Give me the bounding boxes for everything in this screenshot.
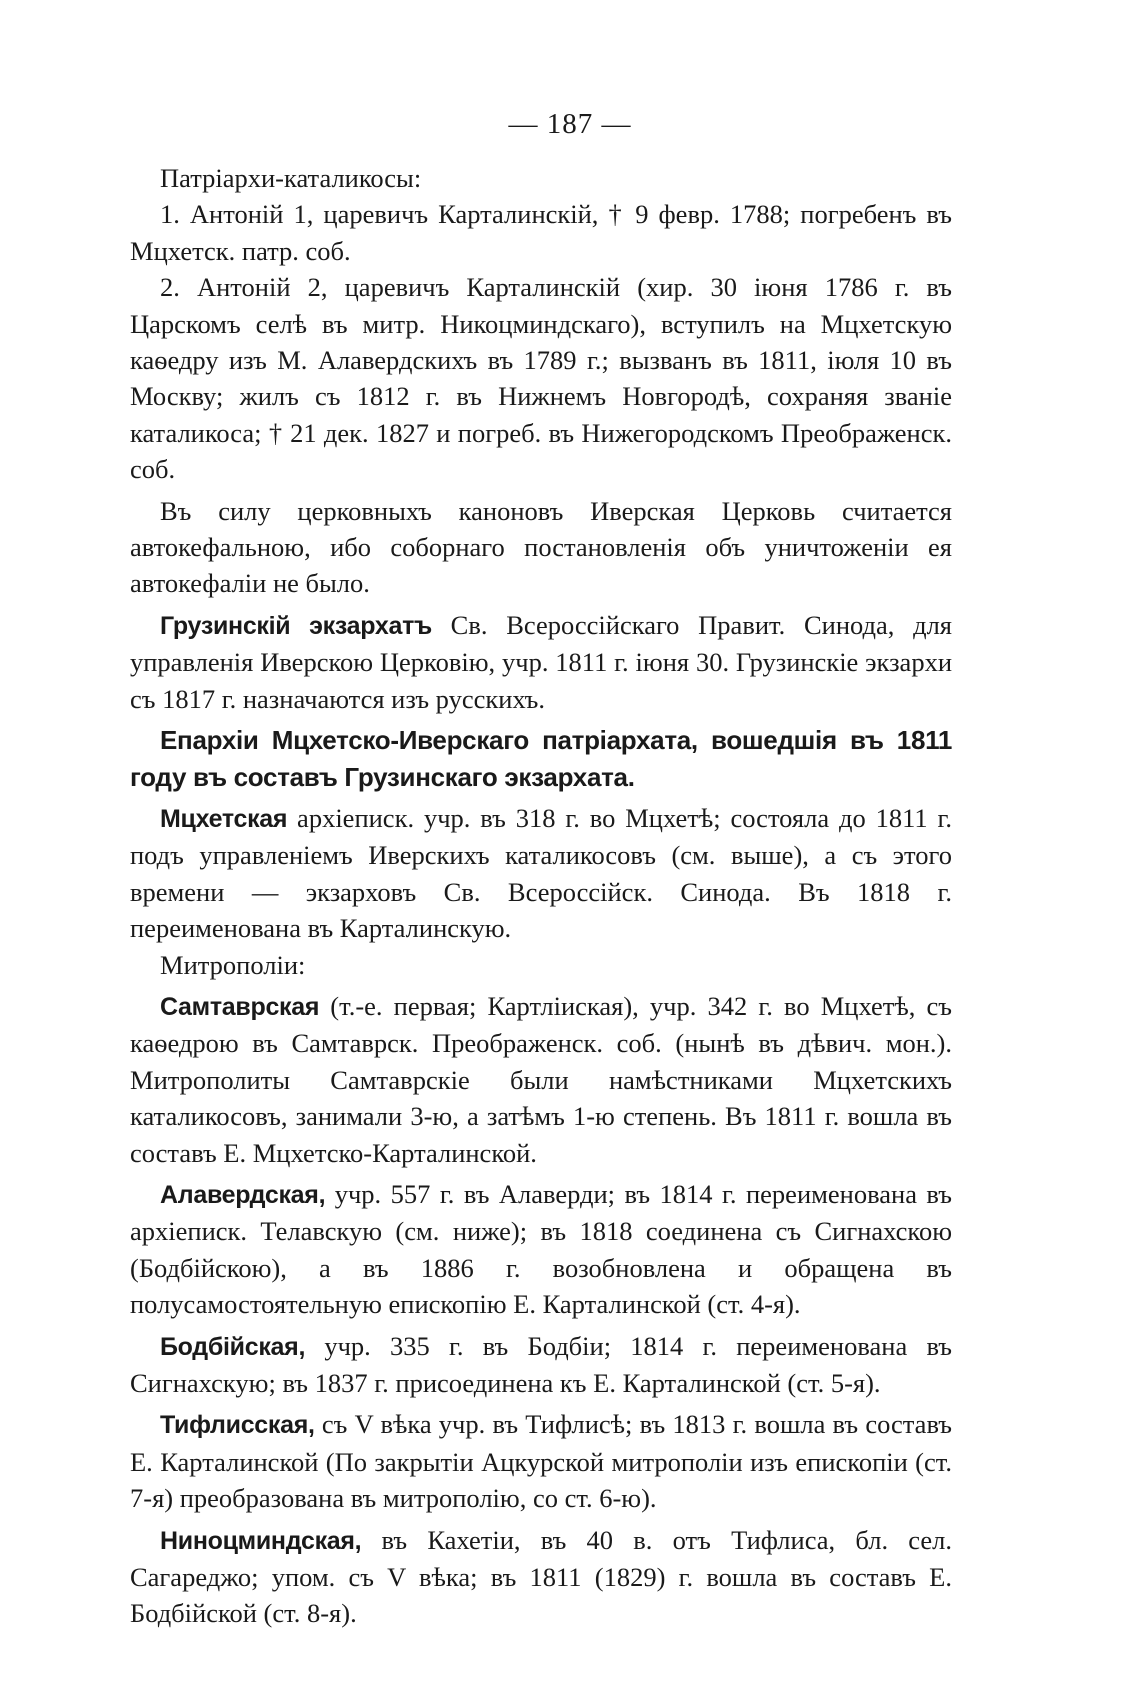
term-alaverdi: Алавердская, (160, 1180, 326, 1209)
term-georgian-exarchate: Грузинскій экзархатъ (160, 611, 432, 640)
paragraph-metropolies-heading: Митрополіи: (160, 949, 306, 980)
heading-eparchies: Епархіи Мцхетско-Иверскаго патріархата, вошедшія въ 1811 году въ составъ Грузинскаго экзархата. (130, 725, 952, 792)
paragraph-antony-2: 2. Антоній 2, царевичъ Карталинскій (хир. 30 іюня 1786 г. въ Царскомъ селѣ въ митр. Никоцминдскаго), вступилъ на Мцхетскую каѳедру изъ М. Алавердскихъ въ 1789 г.; вызванъ въ 1811, іюля 10 въ Москву; жилъ съ 1812 г. въ Нижнемъ Новгородѣ, сохраняя званіе каталикоса; † 21 дек. 1827 и погреб. въ Нижегородскомъ Преображенск. соб. (130, 272, 952, 485)
paragraph-alaverdi: Алавердская, учр. 557 г. въ Алаверди; въ 1814 г. переименована въ архіеписк. Телавскую (см. ниже); въ 1818 соединена съ Сигнахскою (Бодбійскою), а въ 1886 г. возобновлена и обращена въ полусамостоятельную епископію Е. Карталинской (ст. 4-я). (130, 1178, 952, 1320)
paragraph-samtavro: Самтаврская (т.-е. первая; Картлiиская), учр. 342 г. во Мцхетѣ, съ каѳедрою въ Самтаврск. Преображенск. соб. (нынѣ въ дѣвич. мон.). Митрополиты Самтаврскіе были намѣстниками Мцхетскихъ каталикосовъ, занимали 3-ю, а затѣмъ 1-ю степень. Въ 1811 г. вошла въ составъ Е. Мцхетско-Карталинской. (130, 990, 952, 1168)
paragraph-mtskheta: Мцхетская архіеписк. учр. въ 318 г. во Мцхетѣ; состояла до 1811 г. подъ управленіемъ Иверскихъ каталикосовъ (см. выше), а съ этого времени — экзарховъ Св. Всероссійск. Синода. Въ 1818 г. переименована въ Карталинскую. (130, 802, 952, 944)
paragraph-tiflis: Тифлисская, съ V вѣка учр. въ Тифлисѣ; въ 1813 г. вошла въ составъ Е. Карталинской (По закрытіи Ацкурской митрополіи изъ епископіи (ст. 7-я) преобразована въ митрополію, со ст. 6-ю). (130, 1409, 952, 1514)
paragraph-patriarchs-heading: Патріархи-каталикосы: (160, 163, 422, 193)
term-tiflis: Тифлисская, (160, 1411, 315, 1440)
term-ninotsminda: Ниноцминдская, (160, 1526, 362, 1555)
paragraph-ninotsminda: Ниноцминдская, въ Кахетіи, въ 40 в. отъ Тифлиса, бл. сел. Сагареджо; упом. съ V вѣка; въ 1811 (1829) г. вошла въ составъ Е. Бодбійской (ст. 8-я). (130, 1524, 952, 1629)
term-bodbe: Бодбійская, (160, 1332, 306, 1361)
page-number: — 187 — (508, 108, 632, 140)
paragraph-autocephaly: Въ силу церковныхъ каноновъ Иверская Церковь считается автокефальною, ибо соборнаго постановленія объ уничтоженіи ея автокефаліи не было. (130, 495, 952, 599)
paragraph-georgian-exarchate: Грузинскій экзархатъ Св. Всероссійскаго Правит. Синода, для управленія Иверскою Церковію, учр. 1811 г. іюня 30. Грузинскіе экзархи съ 1817 г. назначаются изъ русскихъ. (130, 609, 952, 714)
paragraph-antony-1: 1. Антоній 1, царевичъ Карталинскій, † 9 февр. 1788; погребенъ въ Мцхетск. патр. соб. (130, 199, 952, 266)
section-heading-eparchies (130, 722, 952, 795)
term-samtavro: Самтаврская (160, 992, 320, 1021)
paragraph-bodbe: Бодбійская, учр. 335 г. въ Бодбіи; 1814 г. переименована въ Сигнахскую; въ 1837 г. присоединена къ Е. Карталинской (ст. 5-я). (130, 1330, 952, 1398)
page-body (130, 160, 952, 1632)
term-mtskheta: Мцхетская (160, 804, 288, 833)
